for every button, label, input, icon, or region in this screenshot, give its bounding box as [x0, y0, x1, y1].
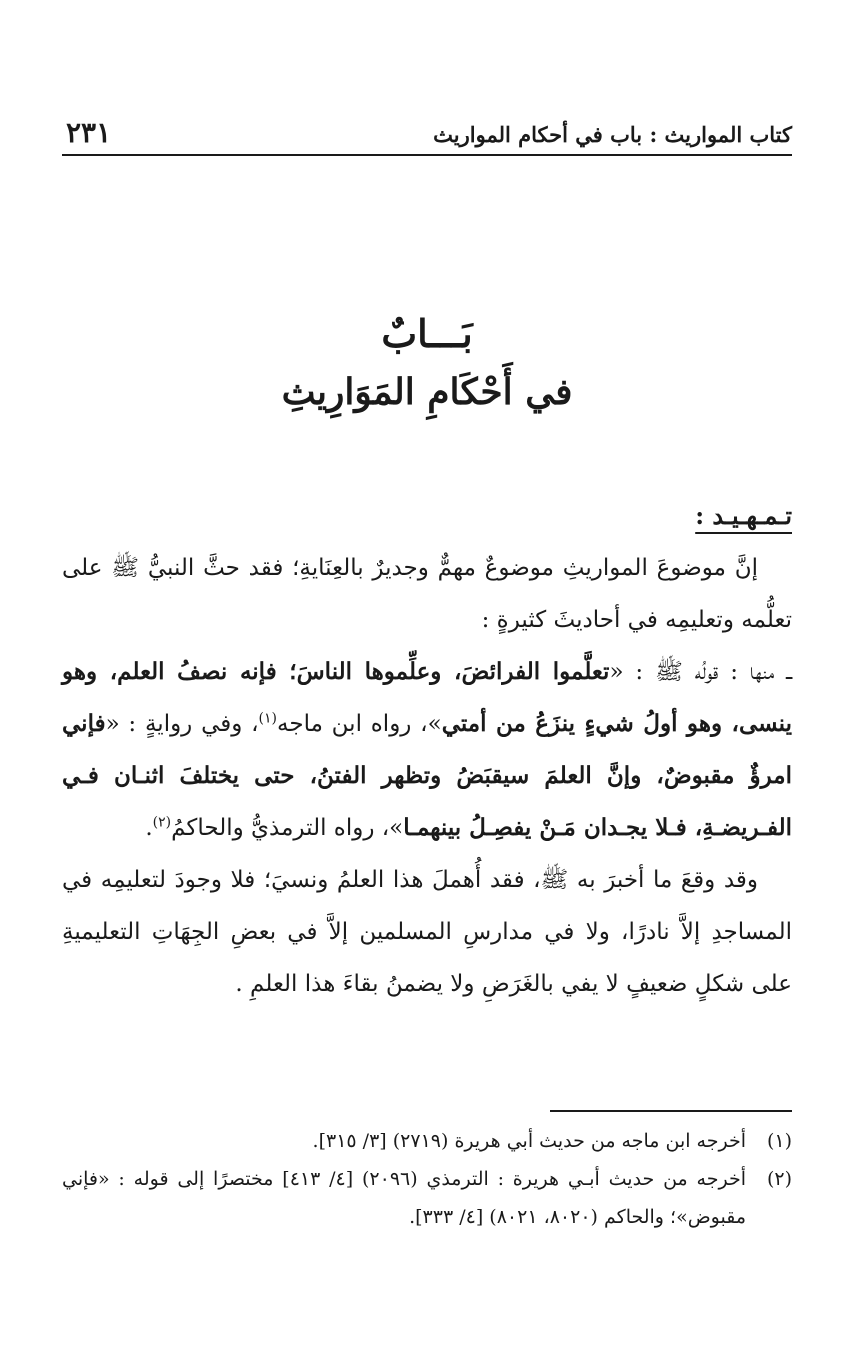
footnote-text: أخرجه ابن ماجه من حديث أبي هريرة (٢٧١٩) [٣/ ٣١٥]. — [312, 1130, 746, 1152]
hadith-1: تعلَّموا الفرائضَ، وعلِّموها الناسَ؛ فإنه نصفُ العلم، وهو ينسى، وهو أولُ شيءٍ ينزَعُ من أمتي — [62, 658, 792, 737]
footnote-ref-1[interactable]: (١) — [258, 710, 278, 727]
p2-end: . — [145, 815, 153, 841]
page-header — [62, 114, 792, 156]
footnote-number: (٢) — [766, 1168, 792, 1190]
paragraph-2 — [62, 646, 792, 854]
chapter-heading — [62, 305, 792, 421]
running-title: كتاب المواريث : باب في أحكام المواريث — [433, 122, 792, 147]
chapter-title: في أَحْكَامِ المَوَارِيثِ — [281, 371, 573, 413]
intro-label: تـمـهـيـد : — [695, 501, 792, 530]
p2-lead: ــ منها : قولُه ﷺ : « — [609, 659, 793, 685]
page-number: ٢٣١ — [66, 116, 112, 149]
footnote-item — [62, 1160, 792, 1236]
footnotes — [62, 1122, 792, 1236]
paragraph-1: إنَّ موضوعَ المواريثِ موضوعٌ مهمٌّ وجديرٌ بالعِنَايةِ؛ فقد حثَّ النبيُّ ﷺ على تعلُّمه وتعليمِه في أحاديثَ كثيرةٍ : — [62, 555, 792, 633]
p2-after-hadith-1: »، رواه ابن ماجه — [277, 711, 442, 737]
footnote-number: (١) — [766, 1130, 792, 1152]
hadith-2: فإني امرؤٌ مقبوضٌ، وإنَّ العلمَ سيقبَضُ وتظهر الفتنُ، حتى يختلفَ اثنـان فـي الفـريضـةِ، فـلا يجـدان مَـنْ يفصِـلُ بينهمـا — [62, 710, 792, 841]
footnote-item — [62, 1122, 792, 1160]
paragraph-3: وقد وقعَ ما أخبرَ به ﷺ، فقد أُهملَ هذا العلمُ ونسيَ؛ فلا وجودَ لتعليمِه في المساجدِ إلاَّ نادرًا، ولا في مدارسِ المسلمين إلاَّ في بعضِ الجِهَاتِ التعليميةِ على شكلٍ ضعيفٍ لا يفي بالغَرَضِ ولا يضمنُ بقاءَ هذا العلمِ . — [62, 867, 792, 997]
body-text — [62, 490, 792, 1010]
footnote-divider — [550, 1110, 792, 1112]
footnote-text: أخرجه من حديث أبـي هريرة : الترمذي (٢٠٩٦) [٤/ ٤١٣] مختصرًا إلى قوله : «فإني مقبوض»؛ والحاكم (٨٠٢٠، ٨٠٢١) [٤/ ٣٣٣]. — [62, 1168, 746, 1228]
p2-after-hadith-2: »، رواه الترمذيُّ والحاكمُ — [171, 815, 404, 841]
footnote-ref-2[interactable]: (٢) — [152, 814, 172, 831]
chapter-label: بَـــابٌ — [381, 311, 473, 356]
p2-middle: ، وفي روايةٍ : « — [105, 711, 259, 737]
book-page — [62, 0, 792, 1372]
